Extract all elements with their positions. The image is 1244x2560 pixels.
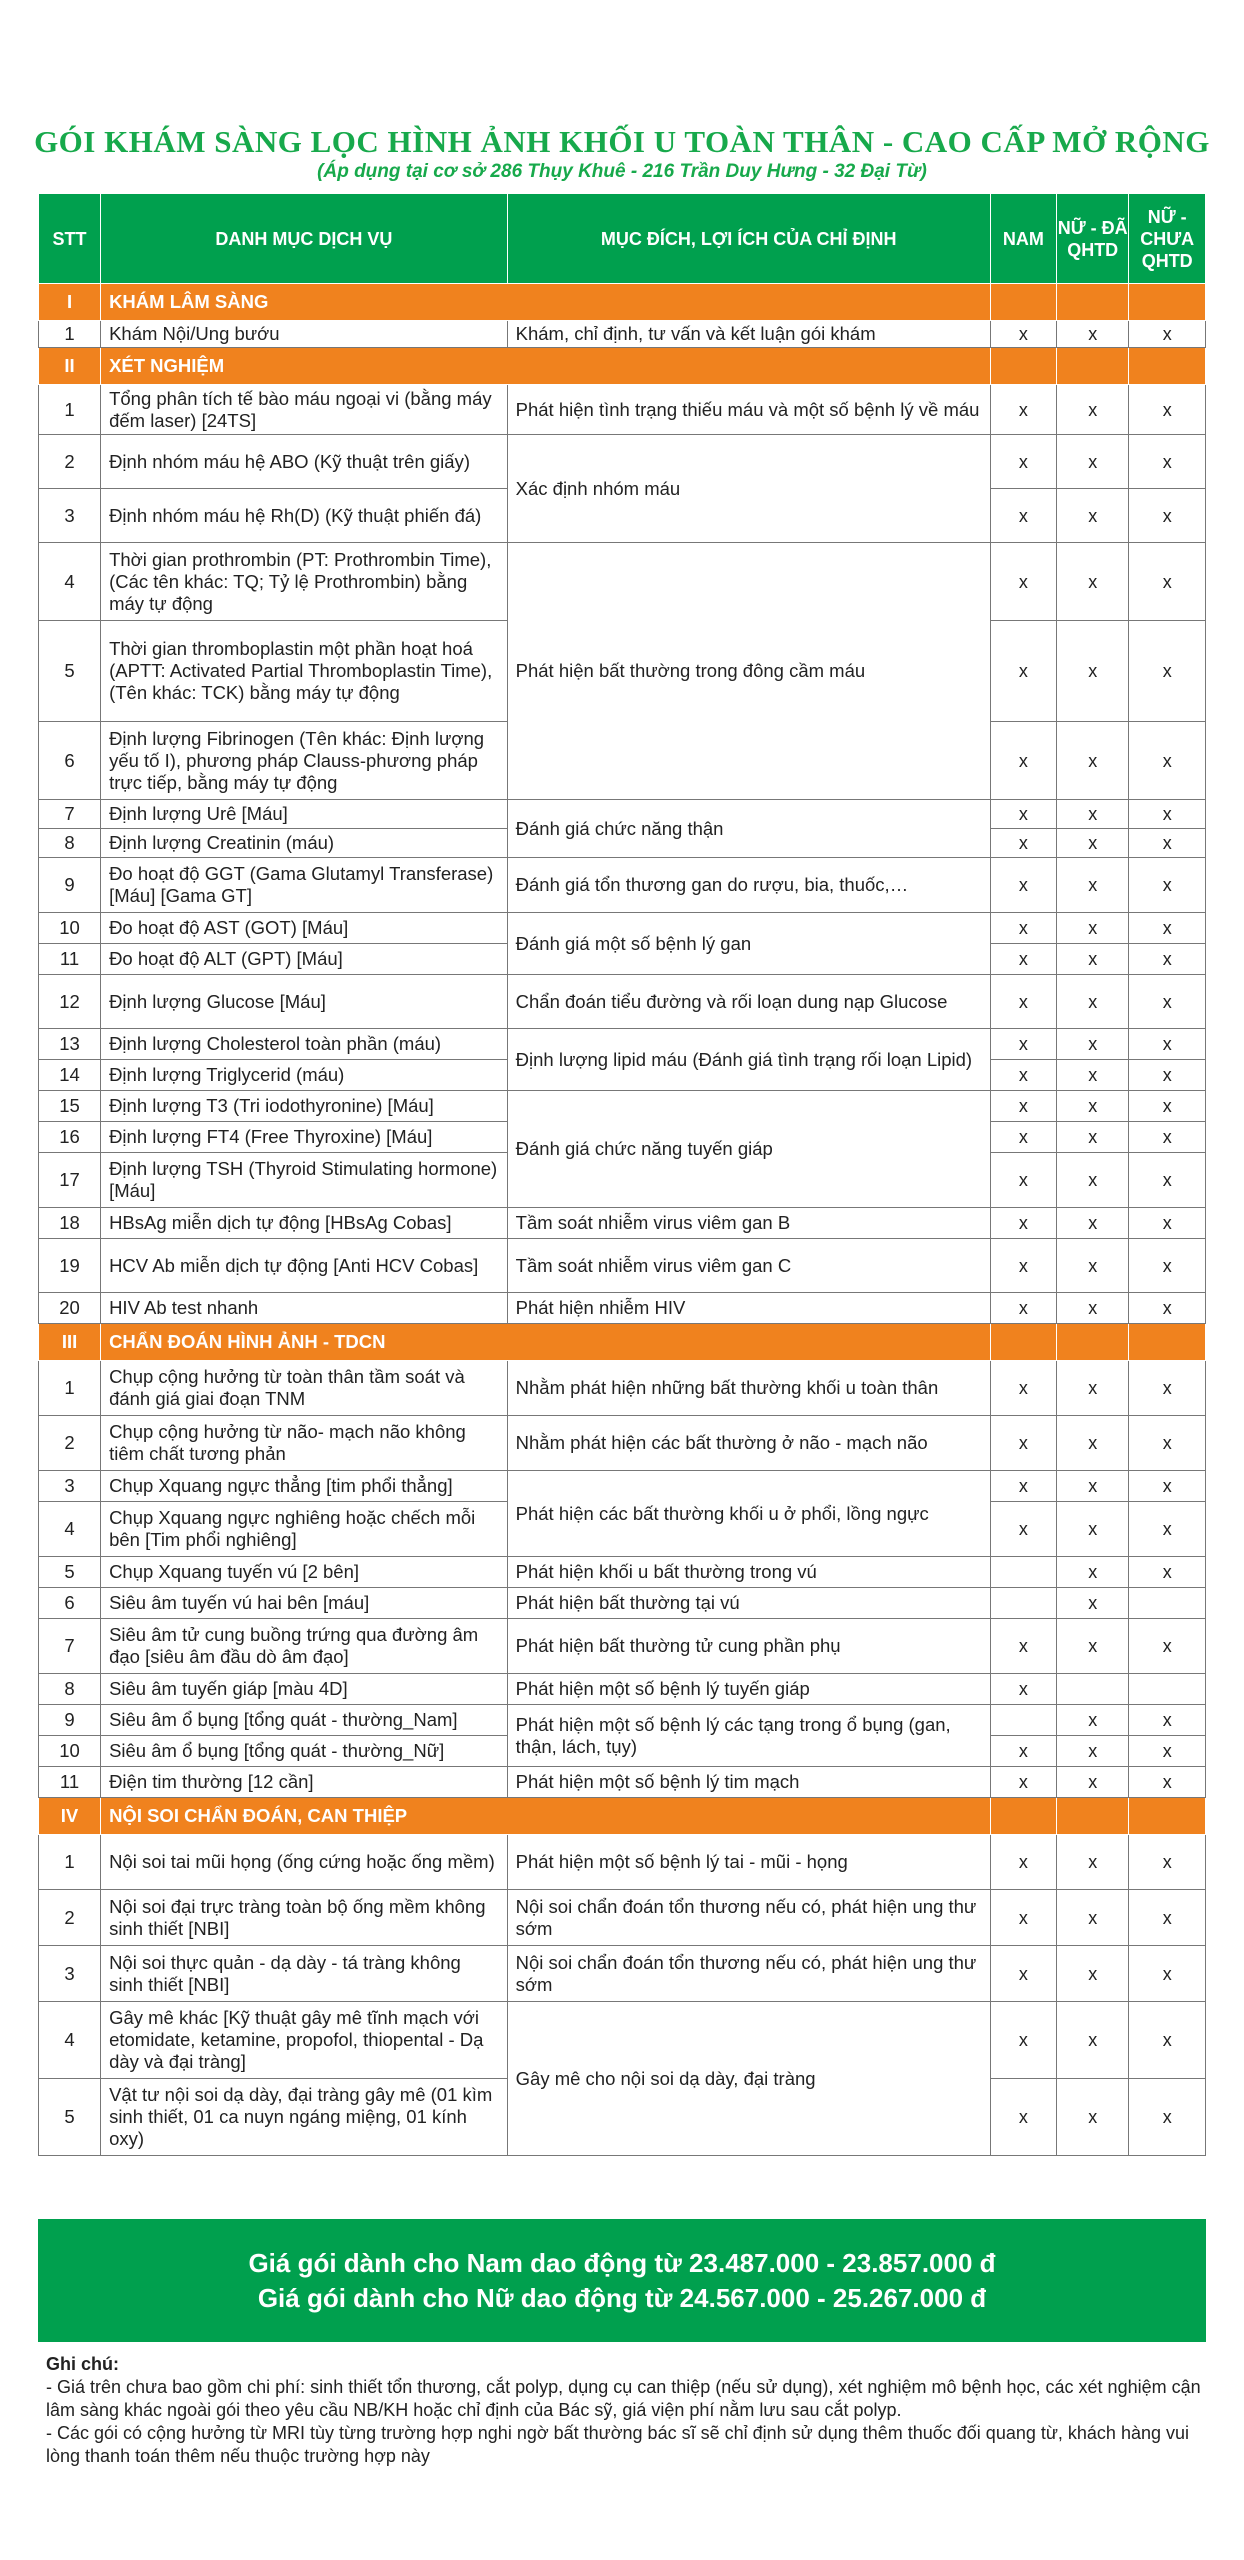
mark-nu-chua-qhtd: x bbox=[1129, 385, 1206, 435]
row-service: Nội soi thực quản - dạ dày - tá tràng không sinh thiết [NBI] bbox=[101, 1946, 508, 2002]
header-stt: STT bbox=[39, 194, 101, 284]
row-service: Định lượng Triglycerid (máu) bbox=[101, 1060, 508, 1091]
row-purpose: Phát hiện tình trạng thiếu máu và một số bệnh lý về máu bbox=[507, 385, 990, 435]
mark-nu-da-qhtd: x bbox=[1056, 829, 1128, 858]
section-row bbox=[39, 348, 1206, 385]
mark-nam: x bbox=[990, 1946, 1056, 2002]
mark-nam: x bbox=[990, 1029, 1056, 1060]
mark-nu-chua-qhtd: x bbox=[1129, 321, 1206, 348]
row-purpose: Nhằm phát hiện những bất thường khối u toàn thân bbox=[507, 1361, 990, 1416]
mark-nu-da-qhtd: x bbox=[1056, 913, 1128, 944]
mark-nam: x bbox=[990, 1736, 1056, 1767]
row-service: Định nhóm máu hệ Rh(D) (Kỹ thuật phiến đá) bbox=[101, 489, 508, 543]
row-stt: 7 bbox=[39, 1619, 101, 1674]
notes-line-2: - Các gói có cộng hưởng từ MRI tùy từng trường hợp nghi ngờ bất thường bác sĩ sẽ chỉ định sử dụng thêm thuốc đối quang từ, khách hàng vui lòng thanh toán thêm nếu thuộc trường hợp này bbox=[46, 2423, 1189, 2466]
header-nam: NAM bbox=[990, 194, 1056, 284]
mark-nu-chua-qhtd: x bbox=[1129, 435, 1206, 489]
row-stt: 2 bbox=[39, 1890, 101, 1946]
mark-nu-chua-qhtd: x bbox=[1129, 2079, 1206, 2156]
row-stt: 3 bbox=[39, 489, 101, 543]
mark-nu-da-qhtd: x bbox=[1056, 1239, 1128, 1293]
section-number: I bbox=[39, 284, 101, 321]
mark-nu-chua-qhtd: x bbox=[1129, 1208, 1206, 1239]
page-subtitle: (Áp dụng tại cơ sở 286 Thụy Khuê - 216 Trần Duy Hưng - 32 Đại Từ) bbox=[317, 161, 927, 182]
row-purpose: Định lượng lipid máu (Đánh giá tình trạng rối loạn Lipid) bbox=[507, 1029, 990, 1091]
mark-nu-da-qhtd: x bbox=[1056, 621, 1128, 722]
mark-nu-chua-qhtd: x bbox=[1129, 1736, 1206, 1767]
table-row bbox=[39, 1416, 1206, 1471]
table-row bbox=[39, 975, 1206, 1029]
mark-nu-da-qhtd: x bbox=[1056, 1122, 1128, 1153]
row-service: HBsAg miễn dịch tự động [HBsAg Cobas] bbox=[101, 1208, 508, 1239]
mark-nu-chua-qhtd: x bbox=[1129, 1946, 1206, 2002]
mark-nam: x bbox=[990, 1471, 1056, 1502]
row-service: Siêu âm tử cung buồng trứng qua đường âm đạo [siêu âm đầu dò âm đạo] bbox=[101, 1619, 508, 1674]
header-service: DANH MỤC DỊCH VỤ bbox=[101, 194, 508, 284]
table-row bbox=[39, 543, 1206, 621]
header-nu-da-qhtd: NỮ - ĐÃ QHTD bbox=[1056, 194, 1128, 284]
table-row bbox=[39, 435, 1206, 489]
row-purpose: Phát hiện bất thường tử cung phần phụ bbox=[507, 1619, 990, 1674]
row-stt: 4 bbox=[39, 2002, 101, 2079]
mark-nu-chua-qhtd: x bbox=[1129, 1471, 1206, 1502]
row-stt: 5 bbox=[39, 2079, 101, 2156]
mark-nam: x bbox=[990, 1890, 1056, 1946]
mark-nam: x bbox=[990, 1502, 1056, 1557]
section-empty-cell bbox=[1056, 348, 1128, 385]
row-service: HCV Ab miễn dịch tự động [Anti HCV Cobas] bbox=[101, 1239, 508, 1293]
section-row bbox=[39, 284, 1206, 321]
row-service: Định lượng Fibrinogen (Tên khác: Định lượng yếu tố I), phương pháp Clauss-phương pháp trực tiếp, bằng máy tự động bbox=[101, 722, 508, 800]
row-stt: 11 bbox=[39, 944, 101, 975]
table-row bbox=[39, 1946, 1206, 2002]
row-stt: 6 bbox=[39, 1588, 101, 1619]
mark-nu-chua-qhtd: x bbox=[1129, 829, 1206, 858]
row-purpose: Phát hiện bất thường trong đông cầm máu bbox=[507, 543, 990, 800]
mark-nu-da-qhtd: x bbox=[1056, 2002, 1128, 2079]
table-row bbox=[39, 1619, 1206, 1674]
row-stt: 5 bbox=[39, 621, 101, 722]
mark-nam: x bbox=[990, 722, 1056, 800]
price-banner bbox=[38, 2219, 1206, 2342]
mark-nam: x bbox=[990, 489, 1056, 543]
table-row bbox=[39, 858, 1206, 913]
row-purpose: Gây mê cho nội soi dạ dày, đại tràng bbox=[507, 2002, 990, 2156]
mark-nu-da-qhtd: x bbox=[1056, 1736, 1128, 1767]
row-service: Thời gian prothrombin (PT: Prothrombin Time), (Các tên khác: TQ; Tỷ lệ Prothrombin) bằng máy tự động bbox=[101, 543, 508, 621]
mark-nu-da-qhtd: x bbox=[1056, 1091, 1128, 1122]
mark-nu-chua-qhtd: x bbox=[1129, 1705, 1206, 1736]
row-stt: 9 bbox=[39, 1705, 101, 1736]
mark-nu-da-qhtd: x bbox=[1056, 1029, 1128, 1060]
mark-nu-da-qhtd: x bbox=[1056, 1416, 1128, 1471]
table-row bbox=[39, 321, 1206, 348]
table-row bbox=[39, 385, 1206, 435]
row-purpose: Phát hiện các bất thường khối u ở phổi, lồng ngực bbox=[507, 1471, 990, 1557]
row-service: Chụp cộng hưởng từ não- mạch não không tiêm chất tương phản bbox=[101, 1416, 508, 1471]
row-service: Định lượng T3 (Tri iodothyronine) [Máu] bbox=[101, 1091, 508, 1122]
mark-nam bbox=[990, 1588, 1056, 1619]
section-number: III bbox=[39, 1324, 101, 1361]
row-service: Chụp cộng hưởng từ toàn thân tầm soát và đánh giá giai đoạn TNM bbox=[101, 1361, 508, 1416]
row-service: Đo hoạt độ AST (GOT) [Máu] bbox=[101, 913, 508, 944]
section-empty-cell bbox=[990, 1324, 1056, 1361]
row-purpose: Đánh giá chức năng tuyến giáp bbox=[507, 1091, 990, 1208]
mark-nu-chua-qhtd: x bbox=[1129, 944, 1206, 975]
row-purpose: Chẩn đoán tiểu đường và rối loạn dung nạp Glucose bbox=[507, 975, 990, 1029]
mark-nu-da-qhtd: x bbox=[1056, 1293, 1128, 1324]
table-header-row bbox=[39, 194, 1206, 284]
row-stt: 11 bbox=[39, 1767, 101, 1798]
row-purpose: Phát hiện một số bệnh lý các tạng trong ổ bụng (gan, thận, lách, tụy) bbox=[507, 1705, 990, 1767]
mark-nam: x bbox=[990, 1767, 1056, 1798]
table-row bbox=[39, 1890, 1206, 1946]
mark-nu-da-qhtd: x bbox=[1056, 1502, 1128, 1557]
mark-nu-chua-qhtd: x bbox=[1129, 1060, 1206, 1091]
row-stt: 6 bbox=[39, 722, 101, 800]
mark-nu-da-qhtd: x bbox=[1056, 1767, 1128, 1798]
table-row bbox=[39, 913, 1206, 944]
mark-nam: x bbox=[990, 621, 1056, 722]
table-row bbox=[39, 1091, 1206, 1122]
row-service: Định lượng Glucose [Máu] bbox=[101, 975, 508, 1029]
mark-nam: x bbox=[990, 858, 1056, 913]
mark-nam: x bbox=[990, 1153, 1056, 1208]
section-number: II bbox=[39, 348, 101, 385]
mark-nu-da-qhtd: x bbox=[1056, 321, 1128, 348]
row-stt: 4 bbox=[39, 543, 101, 621]
mark-nu-da-qhtd: x bbox=[1056, 1890, 1128, 1946]
mark-nam: x bbox=[990, 2079, 1056, 2156]
mark-nam: x bbox=[990, 1835, 1056, 1890]
page-title: GÓI KHÁM SÀNG LỌC HÌNH ẢNH KHỐI U TOÀN THÂN - CAO CẤP MỞ RỘNG bbox=[34, 124, 1210, 159]
mark-nu-chua-qhtd: x bbox=[1129, 1416, 1206, 1471]
section-empty-cell bbox=[1129, 1324, 1206, 1361]
mark-nu-chua-qhtd: x bbox=[1129, 1239, 1206, 1293]
row-stt: 17 bbox=[39, 1153, 101, 1208]
mark-nu-da-qhtd: x bbox=[1056, 800, 1128, 829]
row-purpose: Phát hiện một số bệnh lý tim mạch bbox=[507, 1767, 990, 1798]
table-row bbox=[39, 1674, 1206, 1705]
mark-nam: x bbox=[990, 1361, 1056, 1416]
row-stt: 7 bbox=[39, 800, 101, 829]
mark-nu-chua-qhtd: x bbox=[1129, 975, 1206, 1029]
table-body bbox=[39, 284, 1206, 2156]
mark-nu-da-qhtd: x bbox=[1056, 975, 1128, 1029]
mark-nam: x bbox=[990, 543, 1056, 621]
mark-nam: x bbox=[990, 829, 1056, 858]
mark-nu-da-qhtd: x bbox=[1056, 1619, 1128, 1674]
row-stt: 12 bbox=[39, 975, 101, 1029]
row-service: Gây mê khác [Kỹ thuật gây mê tĩnh mạch với etomidate, ketamine, propofol, thiopental - Dạ dày và đại tràng] bbox=[101, 2002, 508, 2079]
row-purpose: Phát hiện nhiễm HIV bbox=[507, 1293, 990, 1324]
mark-nu-chua-qhtd: x bbox=[1129, 543, 1206, 621]
section-empty-cell bbox=[1129, 284, 1206, 321]
table-row bbox=[39, 1767, 1206, 1798]
price-male: Giá gói dành cho Nam dao động từ 23.487.000 - 23.857.000 đ bbox=[248, 2248, 996, 2278]
mark-nu-da-qhtd: x bbox=[1056, 1705, 1128, 1736]
mark-nu-chua-qhtd: x bbox=[1129, 1557, 1206, 1588]
mark-nu-da-qhtd: x bbox=[1056, 1208, 1128, 1239]
row-purpose: Đánh giá tổn thương gan do rượu, bia, thuốc,… bbox=[507, 858, 990, 913]
mark-nu-da-qhtd: x bbox=[1056, 489, 1128, 543]
mark-nu-chua-qhtd: x bbox=[1129, 913, 1206, 944]
mark-nu-chua-qhtd bbox=[1129, 1588, 1206, 1619]
section-empty-cell bbox=[1056, 284, 1128, 321]
mark-nu-da-qhtd: x bbox=[1056, 385, 1128, 435]
mark-nam: x bbox=[990, 435, 1056, 489]
mark-nam: x bbox=[990, 1208, 1056, 1239]
mark-nu-chua-qhtd: x bbox=[1129, 1029, 1206, 1060]
mark-nam: x bbox=[990, 1674, 1056, 1705]
mark-nu-chua-qhtd bbox=[1129, 1674, 1206, 1705]
table-row bbox=[39, 800, 1206, 829]
row-service: Điện tim thường [12 cần] bbox=[101, 1767, 508, 1798]
row-stt: 13 bbox=[39, 1029, 101, 1060]
row-service: HIV Ab test nhanh bbox=[101, 1293, 508, 1324]
row-purpose: Xác định nhóm máu bbox=[507, 435, 990, 543]
notes-line-1: - Giá trên chưa bao gồm chi phí: sinh thiết tổn thương, cắt polyp, dụng cụ can thiệp (nếu sử dụng), xét nghiệm mô bệnh học, các xét nghiệm cận lâm sàng khác ngoài gói theo yêu cầu NB/KH hoặc chỉ định của Bác sỹ, giá viện phí nằm lưu sau cắt polyp. bbox=[46, 2377, 1201, 2420]
mark-nu-chua-qhtd: x bbox=[1129, 1122, 1206, 1153]
row-purpose: Đánh giá một số bệnh lý gan bbox=[507, 913, 990, 975]
mark-nu-da-qhtd: x bbox=[1056, 1060, 1128, 1091]
section-row bbox=[39, 1324, 1206, 1361]
table-row bbox=[39, 1557, 1206, 1588]
mark-nu-chua-qhtd: x bbox=[1129, 489, 1206, 543]
row-service: Siêu âm ổ bụng [tổng quát - thường_Nữ] bbox=[101, 1736, 508, 1767]
row-service: Tổng phân tích tế bào máu ngoại vi (bằng máy đếm laser) [24TS] bbox=[101, 385, 508, 435]
row-stt: 9 bbox=[39, 858, 101, 913]
row-stt: 18 bbox=[39, 1208, 101, 1239]
row-service: Đo hoạt độ GGT (Gama Glutamyl Transferase) [Máu] [Gama GT] bbox=[101, 858, 508, 913]
row-stt: 10 bbox=[39, 1736, 101, 1767]
row-stt: 15 bbox=[39, 1091, 101, 1122]
price-female: Giá gói dành cho Nữ dao động từ 24.567.000 - 25.267.000 đ bbox=[257, 2283, 987, 2313]
row-service: Chụp Xquang ngực thẳng [tim phổi thẳng] bbox=[101, 1471, 508, 1502]
section-name: NỘI SOI CHẨN ĐOÁN, CAN THIỆP bbox=[101, 1798, 991, 1835]
mark-nu-chua-qhtd: x bbox=[1129, 1361, 1206, 1416]
row-stt: 1 bbox=[39, 1835, 101, 1890]
table-row bbox=[39, 1293, 1206, 1324]
row-purpose: Tầm soát nhiễm virus viêm gan C bbox=[507, 1239, 990, 1293]
mark-nu-chua-qhtd: x bbox=[1129, 1153, 1206, 1208]
mark-nu-da-qhtd: x bbox=[1056, 543, 1128, 621]
row-stt: 3 bbox=[39, 1471, 101, 1502]
row-stt: 1 bbox=[39, 385, 101, 435]
mark-nu-da-qhtd: x bbox=[1056, 435, 1128, 489]
mark-nam: x bbox=[990, 1091, 1056, 1122]
row-service: Nội soi tai mũi họng (ống cứng hoặc ống mềm) bbox=[101, 1835, 508, 1890]
table-row bbox=[39, 1239, 1206, 1293]
table-row bbox=[39, 1705, 1206, 1736]
mark-nam: x bbox=[990, 800, 1056, 829]
mark-nu-chua-qhtd: x bbox=[1129, 1835, 1206, 1890]
mark-nam bbox=[990, 1705, 1056, 1736]
row-stt: 14 bbox=[39, 1060, 101, 1091]
row-stt: 1 bbox=[39, 321, 101, 348]
mark-nu-da-qhtd: x bbox=[1056, 944, 1128, 975]
mark-nam: x bbox=[990, 1619, 1056, 1674]
mark-nu-chua-qhtd: x bbox=[1129, 800, 1206, 829]
mark-nu-da-qhtd: x bbox=[1056, 1946, 1128, 2002]
mark-nam: x bbox=[990, 2002, 1056, 2079]
row-stt: 8 bbox=[39, 829, 101, 858]
row-service: Đo hoạt độ ALT (GPT) [Máu] bbox=[101, 944, 508, 975]
row-purpose: Nội soi chẩn đoán tổn thương nếu có, phát hiện ung thư sớm bbox=[507, 1946, 990, 2002]
mark-nu-da-qhtd: x bbox=[1056, 858, 1128, 913]
row-purpose: Phát hiện một số bệnh lý tai - mũi - họng bbox=[507, 1835, 990, 1890]
section-name: KHÁM LÂM SÀNG bbox=[101, 284, 991, 321]
table-row bbox=[39, 1029, 1206, 1060]
mark-nam: x bbox=[990, 975, 1056, 1029]
row-service: Siêu âm ổ bụng [tổng quát - thường_Nam] bbox=[101, 1705, 508, 1736]
section-empty-cell bbox=[1056, 1798, 1128, 1835]
row-purpose: Nhằm phát hiện các bất thường ở não - mạch não bbox=[507, 1416, 990, 1471]
mark-nam bbox=[990, 1557, 1056, 1588]
row-service: Thời gian thromboplastin một phần hoạt hoá (APTT: Activated Partial Thromboplastin Time), (Tên khác: TCK) bằng máy tự động bbox=[101, 621, 508, 722]
row-stt: 8 bbox=[39, 1674, 101, 1705]
mark-nu-chua-qhtd: x bbox=[1129, 858, 1206, 913]
row-service: Định lượng TSH (Thyroid Stimulating hormone) [Máu] bbox=[101, 1153, 508, 1208]
mark-nam: x bbox=[990, 1293, 1056, 1324]
row-purpose: Phát hiện bất thường tại vú bbox=[507, 1588, 990, 1619]
mark-nu-da-qhtd: x bbox=[1056, 1361, 1128, 1416]
mark-nu-da-qhtd bbox=[1056, 1674, 1128, 1705]
row-service: Định lượng Urê [Máu] bbox=[101, 800, 508, 829]
mark-nu-da-qhtd: x bbox=[1056, 722, 1128, 800]
section-empty-cell bbox=[990, 348, 1056, 385]
row-service: Khám Nội/Ung bướu bbox=[101, 321, 508, 348]
mark-nu-chua-qhtd: x bbox=[1129, 621, 1206, 722]
row-service: Chụp Xquang ngực nghiêng hoặc chếch mỗi bên [Tim phổi nghiêng] bbox=[101, 1502, 508, 1557]
mark-nu-chua-qhtd: x bbox=[1129, 722, 1206, 800]
service-table bbox=[38, 193, 1206, 2156]
row-purpose: Nội soi chẩn đoán tổn thương nếu có, phát hiện ung thư sớm bbox=[507, 1890, 990, 1946]
row-service: Siêu âm tuyến giáp [màu 4D] bbox=[101, 1674, 508, 1705]
mark-nu-chua-qhtd: x bbox=[1129, 1890, 1206, 1946]
mark-nu-chua-qhtd: x bbox=[1129, 1293, 1206, 1324]
mark-nu-chua-qhtd: x bbox=[1129, 1619, 1206, 1674]
row-stt: 16 bbox=[39, 1122, 101, 1153]
mark-nam: x bbox=[990, 1239, 1056, 1293]
section-name: CHẨN ĐOÁN HÌNH ẢNH - TDCN bbox=[101, 1324, 991, 1361]
mark-nam: x bbox=[990, 944, 1056, 975]
section-name: XÉT NGHIỆM bbox=[101, 348, 991, 385]
row-purpose: Phát hiện một số bệnh lý tuyến giáp bbox=[507, 1674, 990, 1705]
mark-nu-chua-qhtd: x bbox=[1129, 2002, 1206, 2079]
row-purpose: Đánh giá chức năng thận bbox=[507, 800, 990, 858]
row-stt: 1 bbox=[39, 1361, 101, 1416]
mark-nam: x bbox=[990, 385, 1056, 435]
row-service: Định lượng FT4 (Free Thyroxine) [Máu] bbox=[101, 1122, 508, 1153]
mark-nu-da-qhtd: x bbox=[1056, 1835, 1128, 1890]
row-service: Định nhóm máu hệ ABO (Kỹ thuật trên giấy) bbox=[101, 435, 508, 489]
row-stt: 2 bbox=[39, 435, 101, 489]
mark-nu-chua-qhtd: x bbox=[1129, 1502, 1206, 1557]
section-row bbox=[39, 1798, 1206, 1835]
row-purpose: Phát hiện khối u bất thường trong vú bbox=[507, 1557, 990, 1588]
mark-nu-da-qhtd: x bbox=[1056, 1588, 1128, 1619]
row-service: Siêu âm tuyến vú hai bên [máu] bbox=[101, 1588, 508, 1619]
row-stt: 2 bbox=[39, 1416, 101, 1471]
table-row bbox=[39, 1208, 1206, 1239]
row-stt: 4 bbox=[39, 1502, 101, 1557]
section-empty-cell bbox=[1129, 1798, 1206, 1835]
notes-title: Ghi chú: bbox=[46, 2354, 119, 2374]
row-stt: 5 bbox=[39, 1557, 101, 1588]
row-purpose: Tầm soát nhiễm virus viêm gan B bbox=[507, 1208, 990, 1239]
mark-nu-da-qhtd: x bbox=[1056, 2079, 1128, 2156]
section-number: IV bbox=[39, 1798, 101, 1835]
mark-nam: x bbox=[990, 1416, 1056, 1471]
row-service: Vật tư nội soi dạ dày, đại tràng gây mê (01 kìm sinh thiết, 01 ca nuyn ngáng miệng, 01 kính oxy) bbox=[101, 2079, 508, 2156]
mark-nam: x bbox=[990, 1122, 1056, 1153]
mark-nam: x bbox=[990, 321, 1056, 348]
table-row bbox=[39, 2002, 1206, 2079]
header-purpose: MỤC ĐÍCH, LỢI ÍCH CỦA CHỈ ĐỊNH bbox=[507, 194, 990, 284]
table-row bbox=[39, 1588, 1206, 1619]
row-purpose: Khám, chỉ định, tư vấn và kết luận gói khám bbox=[507, 321, 990, 348]
service-table-wrapper bbox=[38, 193, 1206, 2156]
mark-nu-da-qhtd: x bbox=[1056, 1153, 1128, 1208]
table-row bbox=[39, 1471, 1206, 1502]
section-empty-cell bbox=[990, 284, 1056, 321]
section-empty-cell bbox=[1056, 1324, 1128, 1361]
row-stt: 20 bbox=[39, 1293, 101, 1324]
row-stt: 3 bbox=[39, 1946, 101, 2002]
table-row bbox=[39, 1835, 1206, 1890]
table-row bbox=[39, 1361, 1206, 1416]
mark-nu-da-qhtd: x bbox=[1056, 1471, 1128, 1502]
mark-nam: x bbox=[990, 1060, 1056, 1091]
row-service: Chụp Xquang tuyến vú [2 bên] bbox=[101, 1557, 508, 1588]
row-service: Định lượng Cholesterol toàn phần (máu) bbox=[101, 1029, 508, 1060]
mark-nu-chua-qhtd: x bbox=[1129, 1767, 1206, 1798]
row-stt: 10 bbox=[39, 913, 101, 944]
section-empty-cell bbox=[990, 1798, 1056, 1835]
mark-nu-chua-qhtd: x bbox=[1129, 1091, 1206, 1122]
notes bbox=[46, 2353, 1206, 2468]
header-nu-chua-qhtd: NỮ - CHƯA QHTD bbox=[1129, 194, 1206, 284]
row-stt: 19 bbox=[39, 1239, 101, 1293]
section-empty-cell bbox=[1129, 348, 1206, 385]
mark-nu-da-qhtd: x bbox=[1056, 1557, 1128, 1588]
mark-nam: x bbox=[990, 913, 1056, 944]
row-service: Nội soi đại trực tràng toàn bộ ống mềm không sinh thiết [NBI] bbox=[101, 1890, 508, 1946]
row-service: Định lượng Creatinin (máu) bbox=[101, 829, 508, 858]
